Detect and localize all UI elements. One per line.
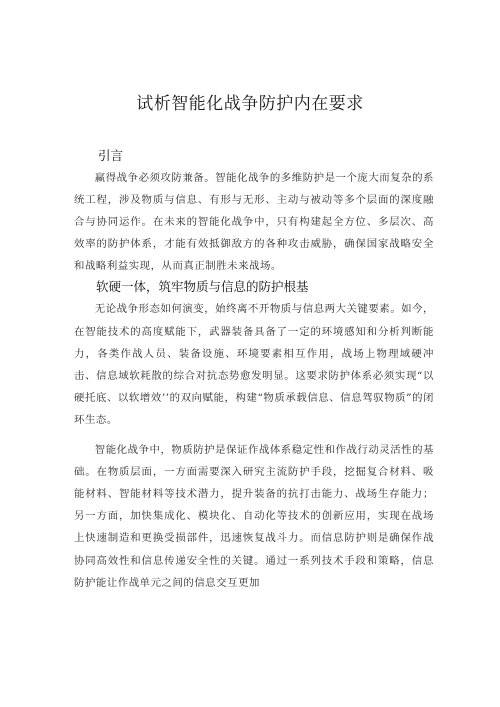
document-title: 试析智能化战争防护内在要求 (136, 94, 364, 114)
section-heading-foundation: 软硬一体，筑牢物质与信息的防护根基 (96, 279, 309, 295)
section-heading-intro: 引言 (98, 148, 124, 163)
document-body (74, 146, 434, 594)
paragraph-foundation-1: 无论战争形态如何演变，始终离不开物质与信息两大关键要素。如今，在智能技术的高度赋能下，武器装备具备了一定的环境感知和分析判断能力，各类作战人员、装备设施、环境要素相互作用，战场上物理域硬冲击、信息域软耗散的综合对抗态势愈发明显。这要求防护体系必须实现“以硬托底、以软增效’’的双向赋能，构建“物质承载信息、信息驾驭物质”的闭环生态。 (74, 303, 434, 426)
paragraph-spacer (74, 431, 434, 439)
paragraph-foundation-2: 智能化战争中，物质防护是保证作战体系稳定性和作战行动灵活性的基础。在物质层面，一方面需要深入研究主流防护手段，挖掘复合材料、吸能材料、智能材料等技术潜力，提升装备的抗打击能力、战场生存能力；另一方面，加快集成化、模块化、自动化等技术的创新应用，实现在战场上快速制造和更换受损部件，迅速恢复战斗力。而信息防护则是确保作战协同高效性和信息传递安全性的关键。通过一系列技术手段和策略，信息防护能让作战单元之间的信息交互更加 (74, 444, 434, 589)
paragraph-intro: 赢得战争必须攻防兼备。智能化战争的多维防护是一个庞大而复杂的系统工程，涉及物质与信息、有形与无形、主动与被动等多个层面的深度融合与协同运作。在未来的智能化战争中，只有构建起全方位、多层次、高效率的防护体系，才能有效抵御敌方的各种攻击威胁，确保国家战略安全和战略利益实现，从而真正制胜未来战场。 (74, 172, 434, 273)
